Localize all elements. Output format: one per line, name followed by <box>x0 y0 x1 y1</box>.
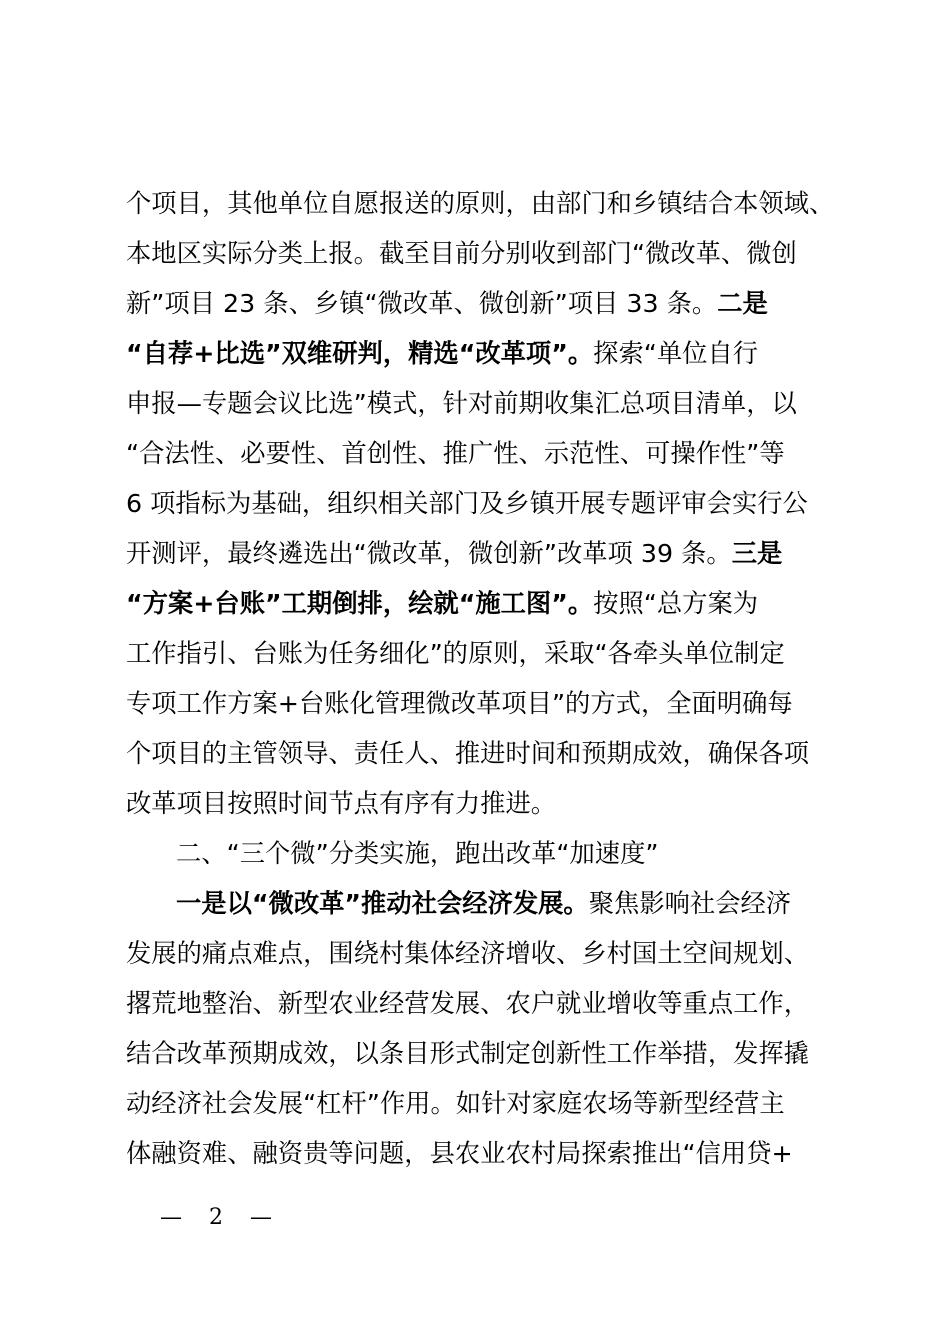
text-line: 新”项目 23 条、乡镇“微改革、微创新”项目 33 条。二是 <box>126 289 768 318</box>
text-line: “自荐+比选”双维研判，精选“改革项”。探索“单位自行 <box>126 339 759 368</box>
text-line: 开测评，最终遴选出“微改革，微创新”改革项 39 条。三是 <box>126 539 783 568</box>
bold-run: 二是 <box>717 289 768 318</box>
page-number: — 2 — <box>160 1205 282 1230</box>
text-line: “方案+台账”工期倒排，绘就“施工图”。按照“总方案为 <box>126 589 759 618</box>
text-line: 个项目，其他单位自愿报送的原则，由部门和乡镇结合本领域、 <box>126 189 835 218</box>
text-line: 工作指引、台账为任务细化”的原则，采取“各牵头单位制定 <box>126 639 785 668</box>
text-line: 本地区实际分类上报。截至目前分别收到部门“微改革、微创 <box>126 239 797 268</box>
body-text <box>126 179 834 1179</box>
bold-run: “方案+台账”工期倒排，绘就“施工图”。 <box>126 589 594 618</box>
text-line: 一是以“微改革”推动社会经济发展。聚焦影响社会经济 <box>176 889 792 918</box>
bold-run: 三是 <box>731 539 783 568</box>
text-line: 撂荒地整治、新型农业经营发展、农户就业增收等重点工作， <box>126 989 810 1018</box>
text-line: 改革项目按照时间节点有序有力推进。 <box>126 789 557 818</box>
bold-run: “自荐+比选”双维研判，精选“改革项”。 <box>126 339 594 368</box>
text-line: 结合改革预期成效，以条目形式制定创新性工作举措，发挥撬 <box>126 1039 810 1068</box>
text-line: 申报—专题会议比选”模式，针对前期收集汇总项目清单，以 <box>126 389 797 418</box>
text-line: 动经济社会发展“杠杆”作用。如针对家庭农场等新型经营主 <box>126 1089 785 1118</box>
text-line: 专项工作方案+台账化管理微改革项目”的方式，全面明确每 <box>126 689 793 718</box>
text-line: “合法性、必要性、首创性、推广性、示范性、可操作性”等 <box>126 439 785 468</box>
bold-run: 一是以“微改革”推动社会经济发展。 <box>176 889 589 918</box>
text-line: 个项目的主管领导、责任人、推进时间和预期成效，确保各项 <box>126 739 810 768</box>
text-line: 发展的痛点难点，围绕村集体经济增收、乡村国土空间规划、 <box>126 939 810 968</box>
text-line: 6 项指标为基础，组织相关部门及乡镇开展专题评审会实行公 <box>126 489 808 518</box>
section-heading: 二、“三个微”分类实施，跑出改革“加速度” <box>176 839 659 868</box>
text-line: 体融资难、融资贵等问题，县农业农村局探索推出“信用贷+ <box>126 1139 793 1168</box>
